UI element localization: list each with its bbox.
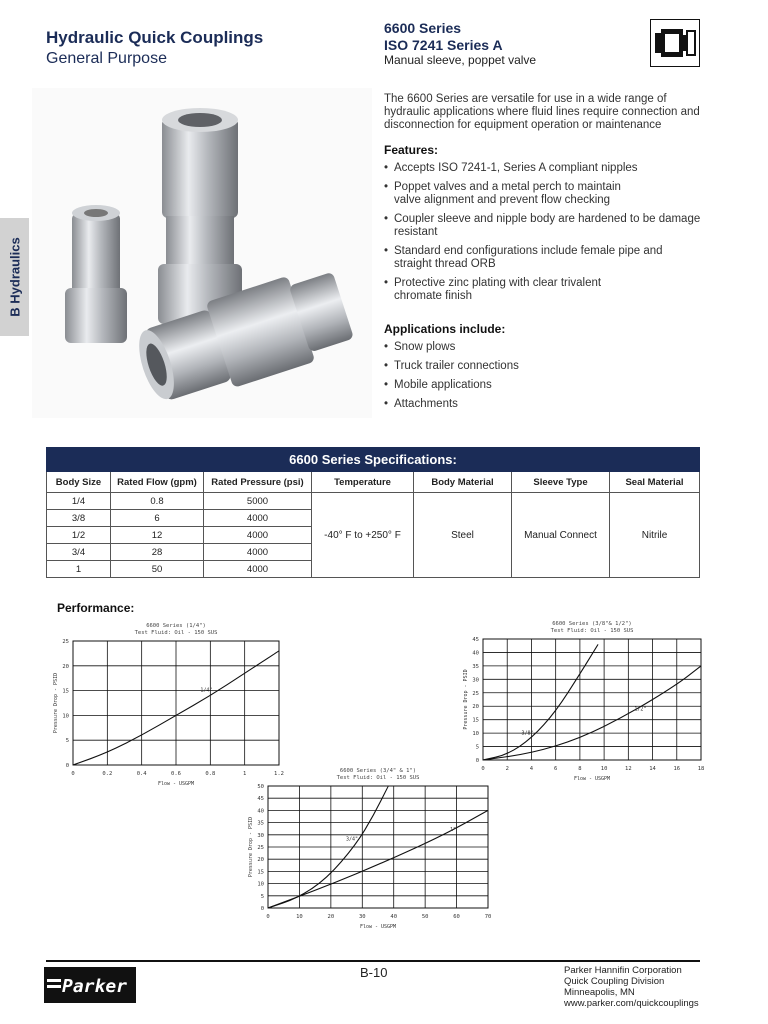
y-tick-label: 50 [257, 784, 264, 790]
y-tick-label: 0 [475, 758, 479, 764]
y-tick-label: 20 [472, 704, 479, 711]
x-tick-label: 60 [453, 914, 460, 920]
list-item: • Protective zinc plating with clear trivalent chromate finish [384, 277, 619, 303]
y-tick-label: 25 [257, 845, 264, 851]
performance-heading: Performance: [57, 601, 135, 615]
x-tick-label: 4 [529, 766, 534, 772]
chart-subtitle: Test Fluid: Oil - 150 SUS [550, 628, 634, 634]
y-tick-label: 35 [257, 820, 264, 827]
column-header: Rated Flow (gpm) [111, 472, 204, 493]
x-tick-label: 18 [697, 766, 705, 772]
y-axis-label: Pressure Drop - PSID [248, 816, 254, 878]
table-cell: 3/8 [47, 510, 111, 527]
series-standard: ISO 7241 Series A [384, 37, 503, 53]
x-tick-label: 0.6 [171, 771, 181, 777]
list-item: • Attachments [384, 398, 704, 411]
column-header: Body Material [414, 472, 512, 493]
y-tick-label: 20 [257, 857, 264, 864]
x-tick-label: 1.2 [274, 771, 284, 777]
table-cell: 1 [47, 561, 111, 578]
x-axis-label: Flow - USGPM [573, 776, 611, 782]
features-heading: Features: [384, 143, 439, 157]
x-tick-label: 8 [578, 766, 582, 772]
y-axis-label: Pressure Drop - PSID [463, 669, 469, 730]
table-cell: 0.8 [111, 493, 204, 510]
y-tick-label: 5 [65, 738, 69, 745]
table-cell: 1/2 [47, 527, 111, 544]
x-tick-label: 10 [296, 914, 303, 920]
table-cell: 6 [111, 510, 204, 527]
series-label: 3/8" [521, 730, 534, 737]
corp-city: Minneapolis, MN [564, 987, 635, 998]
intro-text: The 6600 Series are versatile for use in a wide range of hydraulic applications where fluid lines require connection and disconnection for equipment operation or maintenance [384, 93, 700, 131]
table-cell: 1/4 [47, 493, 111, 510]
x-tick-label: 20 [327, 914, 335, 920]
x-tick-label: 2 [505, 766, 509, 772]
body-material-cell: Steel [414, 493, 512, 578]
y-tick-label: 40 [472, 650, 479, 657]
x-tick-label: 10 [600, 766, 608, 772]
series-label: 3/4" [346, 836, 359, 843]
seal-material-cell: Nitrile [610, 493, 700, 578]
y-tick-label: 15 [62, 688, 69, 695]
y-tick-label: 15 [257, 869, 264, 876]
corp-website: www.parker.com/quickcouplings [564, 998, 699, 1009]
table-cell: 12 [111, 527, 204, 544]
column-header: Seal Material [610, 472, 700, 493]
x-tick-label: 16 [673, 766, 681, 772]
y-tick-label: 45 [257, 796, 264, 803]
series-line [483, 666, 701, 760]
table-cell: 4000 [204, 561, 312, 578]
x-tick-label: 0 [481, 766, 485, 772]
x-axis-label: Flow - USGPM [157, 781, 195, 787]
chart-title: 6600 Series (3/8"& 1/2") [552, 621, 632, 627]
x-axis-label: Flow - USGPM [359, 924, 397, 930]
chart-quarter-inch [53, 623, 284, 787]
y-tick-label: 40 [257, 808, 264, 815]
corp-name: Parker Hannifin Corporation [564, 965, 682, 976]
chart-three-quarter-one-inch [248, 768, 491, 930]
temperature-cell: -40° F to +250° F [312, 493, 414, 578]
y-tick-label: 0 [65, 763, 69, 769]
table-cell: 4000 [204, 510, 312, 527]
list-item: • Coupler sleeve and nipple body are hardened to be damage resistant [384, 213, 704, 239]
y-tick-label: 10 [257, 881, 264, 888]
y-tick-label: 10 [472, 731, 479, 738]
x-tick-label: 70 [484, 914, 492, 920]
y-tick-label: 25 [62, 639, 69, 645]
page-title: Hydraulic Quick Couplings [46, 28, 264, 47]
y-axis-label: Pressure Drop - PSID [53, 672, 59, 734]
applications-heading: Applications include: [384, 322, 506, 336]
y-tick-label: 0 [260, 906, 264, 912]
y-tick-label: 35 [472, 663, 479, 670]
y-tick-label: 10 [62, 713, 69, 720]
table-title: 6600 Series Specifications: [47, 448, 700, 472]
series-description: Manual sleeve, poppet valve [384, 53, 537, 67]
list-item: • Poppet valves and a metal perch to maintain valve alignment and prevent flow checking [384, 181, 649, 207]
x-tick-label: 1 [243, 771, 247, 777]
x-tick-label: 0.8 [205, 771, 216, 777]
series-name: 6600 Series [384, 20, 462, 36]
corporate-address [564, 965, 699, 1009]
chart-subtitle: Test Fluid: Oil - 150 SUS [336, 775, 420, 781]
table-cell: 28 [111, 544, 204, 561]
list-item: • Truck trailer connections [384, 360, 704, 373]
x-tick-label: 0 [71, 771, 75, 777]
chart-subtitle: Test Fluid: Oil - 150 SUS [134, 630, 218, 636]
sleeve-type-cell: Manual Connect [512, 493, 610, 578]
list-item: • Standard end configurations include female pipe and straight thread ORB [384, 245, 674, 271]
list-item: • Snow plows [384, 341, 704, 354]
x-tick-label: 0 [266, 914, 270, 920]
page-number: B-10 [360, 965, 388, 980]
x-tick-label: 0.2 [102, 771, 113, 777]
list-item: • Mobile applications [384, 379, 704, 392]
y-tick-label: 45 [472, 637, 479, 643]
parker-logo [44, 967, 136, 1003]
y-tick-label: 15 [472, 717, 479, 724]
table-cell: 4000 [204, 527, 312, 544]
table-cell: 50 [111, 561, 204, 578]
series-label: 1" [450, 826, 457, 833]
y-tick-label: 30 [472, 677, 479, 684]
table-cell: 4000 [204, 544, 312, 561]
y-tick-label: 30 [257, 832, 264, 839]
plot-frame [483, 639, 701, 760]
column-header: Rated Pressure (psi) [204, 472, 312, 493]
chart-title: 6600 Series (1/4") [146, 623, 206, 629]
table-cell: 5000 [204, 493, 312, 510]
series-line [483, 644, 598, 760]
series-label: 1/4" [200, 687, 213, 694]
footer-rule [46, 960, 700, 962]
x-tick-label: 40 [390, 914, 398, 920]
x-tick-label: 6 [554, 766, 558, 772]
x-tick-label: 14 [649, 766, 656, 772]
chart-three-eighths-half-inch [463, 621, 704, 782]
x-tick-label: 30 [358, 914, 366, 920]
column-header: Body Size [47, 472, 111, 493]
y-tick-label: 5 [475, 744, 479, 751]
x-tick-label: 50 [421, 914, 429, 920]
y-tick-label: 5 [260, 893, 264, 900]
logo-text: Parker [62, 976, 128, 997]
list-item: • Accepts ISO 7241-1, Series A compliant nipples [384, 162, 704, 175]
section-tab-label: B Hydraulics [7, 237, 22, 317]
y-tick-label: 25 [472, 690, 479, 697]
x-tick-label: 0.4 [136, 771, 147, 777]
chart-title: 6600 Series (3/4" & 1") [339, 768, 417, 774]
table-cell: 3/4 [47, 544, 111, 561]
column-header: Sleeve Type [512, 472, 610, 493]
x-tick-label: 12 [625, 766, 632, 772]
column-header: Temperature [312, 472, 414, 493]
corp-division: Quick Coupling Division [564, 976, 665, 987]
series-label: 1/2" [634, 706, 647, 713]
page-subtitle: General Purpose [46, 50, 167, 67]
y-tick-label: 20 [62, 663, 69, 670]
